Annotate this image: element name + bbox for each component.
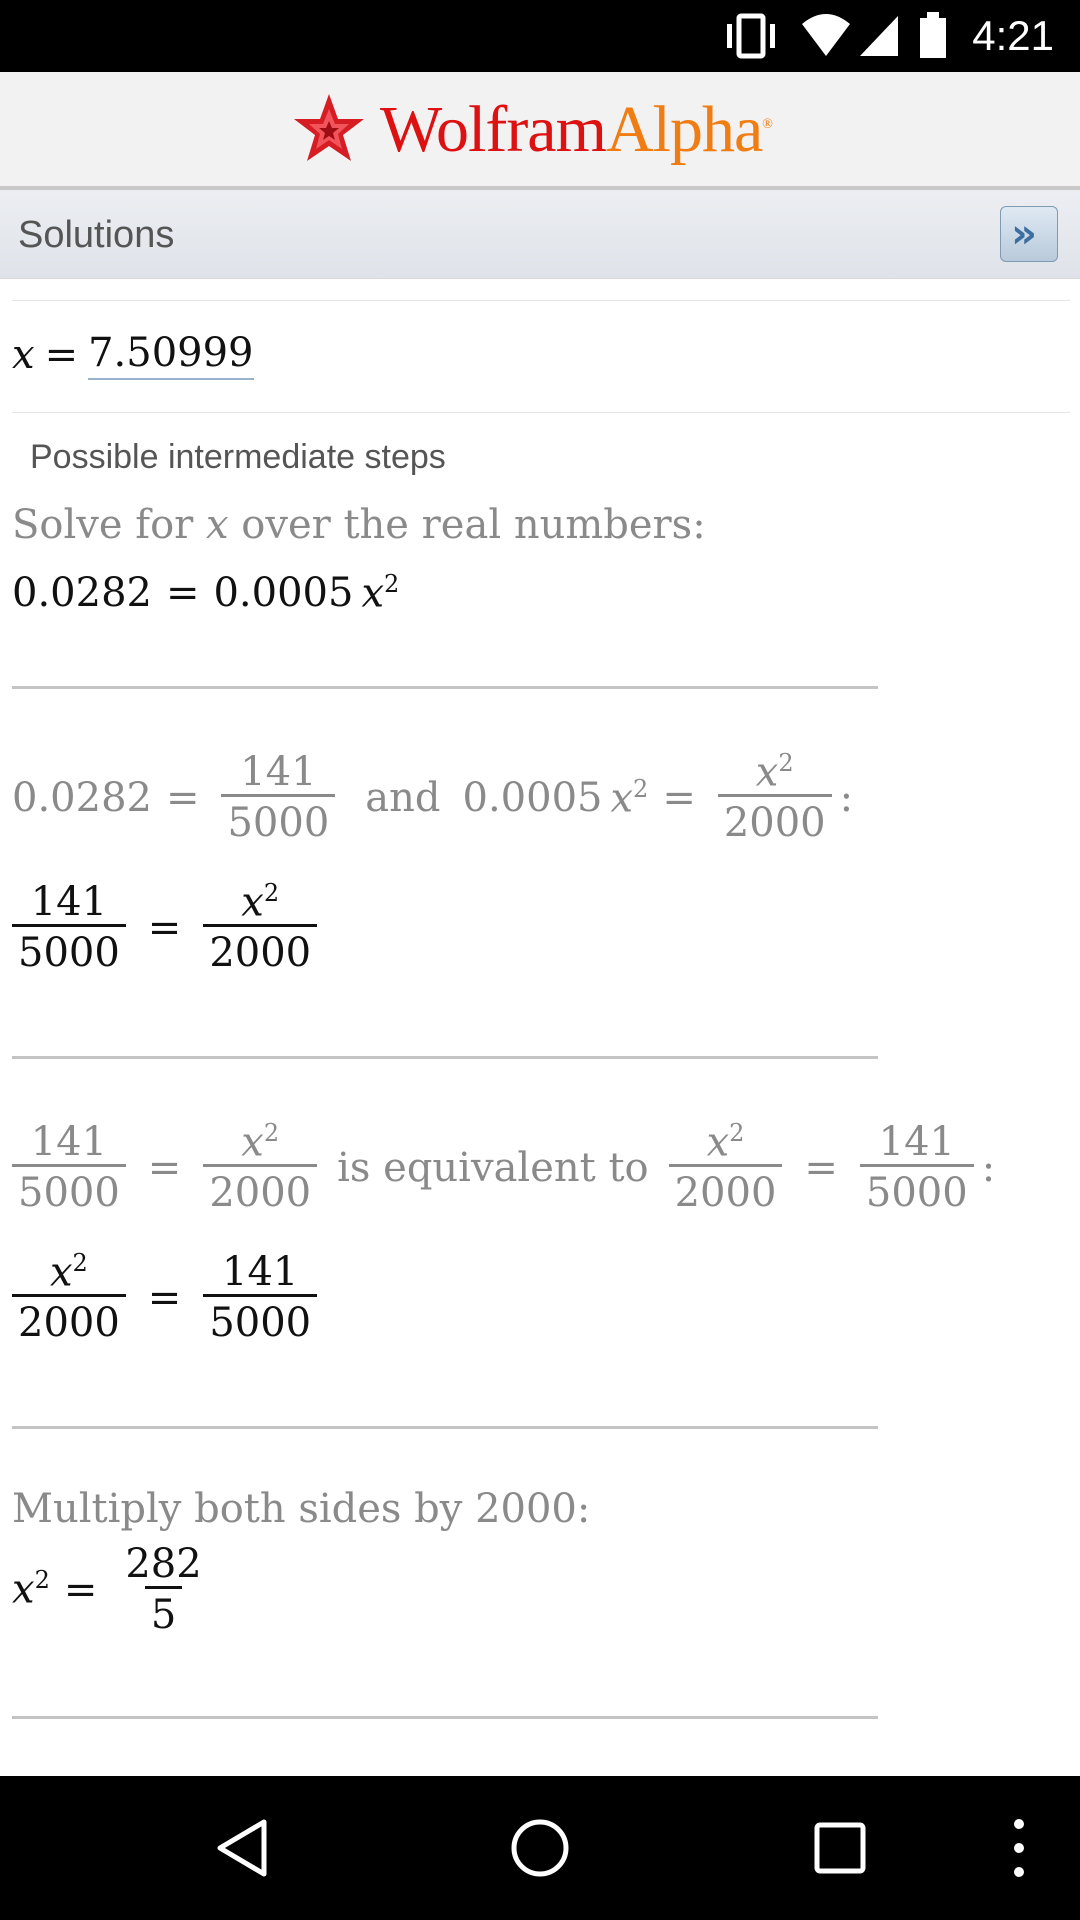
fraction: $\frac{x^2}{2000}$ (12, 1250, 126, 1345)
navigation-bar (0, 1776, 1080, 1920)
step3-result: $x^2$ = $\frac{282}{5}$ (12, 1542, 216, 1637)
steps-heading: Possible intermediate steps (30, 438, 446, 476)
fraction: $\frac{282}{5}$ (125, 1541, 202, 1638)
home-icon[interactable] (508, 1816, 572, 1880)
fraction: $\frac{141}{5000}$ (860, 1120, 974, 1215)
wifi-icon (800, 10, 852, 62)
fraction: $\frac{141}{5000}$ (221, 750, 335, 845)
app-header (0, 72, 1080, 190)
fraction: $\frac{x^2}{2000}$ (203, 1120, 317, 1215)
battery-icon (916, 10, 950, 62)
step1-explanation: 0.0282 = $\frac{141}{5000}$ and 0.0005 $x^2$ = $\frac{x^2}{2000}$ : (12, 749, 854, 847)
double-chevron-right-icon: » (1011, 211, 1037, 257)
fraction: $\frac{x^2}{2000}$ (203, 880, 317, 975)
clock: 4:21 (972, 12, 1054, 59)
vibrate-icon (722, 10, 780, 62)
step-intro: Solve for x over the real numbers: (12, 502, 706, 548)
wolfram-alpha-logo[interactable] (290, 90, 772, 170)
fraction: $\frac{141}{5000}$ (203, 1250, 317, 1345)
recents-icon[interactable] (810, 1816, 870, 1880)
fraction: $\frac{141}{5000}$ (12, 1120, 126, 1215)
spikey-icon (290, 91, 368, 169)
status-bar (0, 0, 1080, 72)
pod-title: Solutions (18, 214, 175, 256)
step3-explanation: Multiply both sides by 2000: (12, 1486, 591, 1532)
back-icon[interactable] (212, 1816, 272, 1880)
equation-0: 0.0282 = 0.0005 $x^2$ (12, 570, 400, 617)
cell-signal-icon (856, 10, 902, 62)
menu-icon[interactable] (1004, 1816, 1034, 1880)
solution-value[interactable]: 7.50999 (88, 330, 253, 380)
solution-line: x = 7.50999 (12, 330, 254, 378)
pod-header (0, 190, 1080, 279)
brand-wolfram: Wolfram (380, 93, 606, 166)
step1-result: $\frac{141}{5000}$ = $\frac{x^2}{2000}$ (12, 880, 325, 975)
step2-explanation: $\frac{141}{5000}$ = $\frac{x^2}{2000}$ is equivalent to $\frac{x^2}{2000}$ = $\frac{141}{5000}$ : (12, 1120, 995, 1215)
fraction: $\frac{x^2}{2000}$ (718, 750, 832, 845)
fraction: $\frac{x^2}{2000}$ (669, 1120, 783, 1215)
brand-alpha: Alpha (605, 93, 763, 166)
step2-result: $\frac{x^2}{2000}$ = $\frac{141}{5000}$ (12, 1250, 325, 1345)
registered-mark: ® (762, 117, 772, 132)
fraction: $\frac{141}{5000}$ (12, 880, 126, 975)
more-steps-button[interactable] (1000, 206, 1058, 262)
